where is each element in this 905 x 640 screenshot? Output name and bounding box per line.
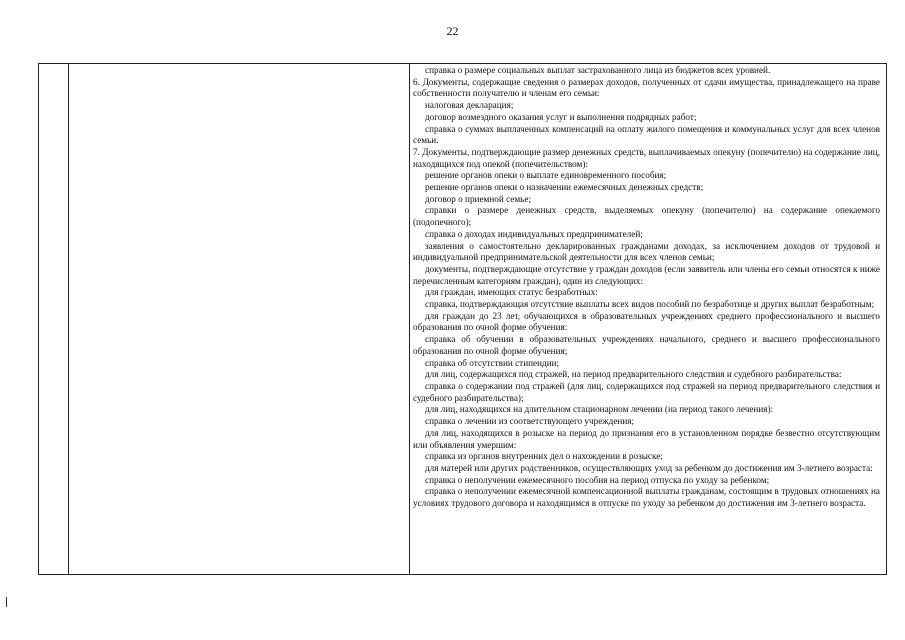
list-item: для лиц, содержащихся под стражей, на период предварительного следствия и судебного разбирательства: <box>425 369 842 380</box>
list-item: справка о размере социальных выплат застрахованного лица из бюджетов всех уровней. <box>425 65 771 75</box>
scan-margin-mark <box>6 597 7 607</box>
list-item: документы, подтверждающие отсутствие у граждан доходов (если заявитель или члены его семьи относятся к ниже перечисленным категориям граждан), один из следующих: <box>413 263 880 286</box>
list-item: справка из органов внутренних дел о нахождении в розыске; <box>425 451 663 462</box>
list-item: решение органов опеки о назначении ежемесячных денежных средств; <box>425 182 704 193</box>
list-item: справка о содержании под стражей (для лиц, содержащихся под стражей на период предварительного следствия и судебного разбирательства); <box>413 380 880 403</box>
list-item: договор возмездного оказания услуг и выполнения подрядных работ; <box>425 111 697 122</box>
list-item: для граждан, имеющих статус безработных: <box>425 287 598 298</box>
list-item: справка о доходах индивидуальных предпринимателей; <box>425 228 643 239</box>
list-item: для граждан до 23 лет, обучающихся в образовательных учреждениях среднего профессионального и высшего образования по очной форме обучения: <box>413 310 880 333</box>
table-text-column <box>410 64 880 574</box>
list-item: справки о размере денежных средств, выделяемых опекуну (попечителю) на содержание опекаемого (подопечного); <box>413 205 880 228</box>
list-item: справка, подтверждающая отсутствие выплаты всех видов пособий по безработице и других выплат безработным; <box>425 299 875 310</box>
document-table <box>38 63 887 575</box>
list-item: для матерей или других родственников, осуществляющих уход за ребенком до достижения им 3-летнего возраста: <box>425 462 873 473</box>
column-divider-1 <box>68 64 69 574</box>
list-item: заявления о самостоятельно декларированных гражданами доходах, за исключением доходов от трудовой и индивидуальной предпринимательской деятельности для всех членов семьи; <box>413 240 880 263</box>
list-item: решение органов опеки о выплате единовременного пособия; <box>425 170 667 181</box>
list-item: справка об обучении в образовательных учреждениях начального, среднего и высшего профессионального образования по очной форме обучения; <box>413 334 880 356</box>
list-item: справка о лечении из соответствующего учреждения; <box>425 416 635 427</box>
list-item: договор о приемной семье; <box>425 193 531 204</box>
list-item: налоговая декларация; <box>425 100 514 111</box>
list-item: справка об отсутствии стипендии; <box>425 357 560 368</box>
section-heading-paragraph: 7. Документы, подтверждающие размер денежных средств, выплачиваемых опекуну (попечителю) на содержание лиц, находящихся под опекой (попечительством): <box>413 146 880 169</box>
list-item: справка о неполучении ежемесячной компенсационной выплаты гражданам, состоящим в трудовых отношениях на условиях трудового договора и находящимся в отпуске по уходу за ребенком до достижения им 3-летнего возраста. <box>413 486 880 509</box>
section-heading-paragraph: 6. Документы, содержащие сведения о размерах доходов, полученных от сдачи имущества, принадлежащего на праве собственности получателю и членам его семьи: <box>413 76 880 99</box>
list-item: для лиц, находящихся в розыске на период до признания его в установленном порядке безвестно отсутствующим или объявления умершим: <box>413 427 880 450</box>
page-number: 22 <box>446 24 459 38</box>
list-item: справка о неполучении ежемесячного пособия на период отпуска по уходу за ребенком; <box>425 474 770 485</box>
list-item: справка о суммах выплаченных компенсаций на оплату жилого помещения и коммунальных услуг для всех членов семьи. <box>413 123 880 146</box>
list-item: для лиц, находящихся на длительном стационарном лечении (на период такого лечения): <box>425 404 774 415</box>
